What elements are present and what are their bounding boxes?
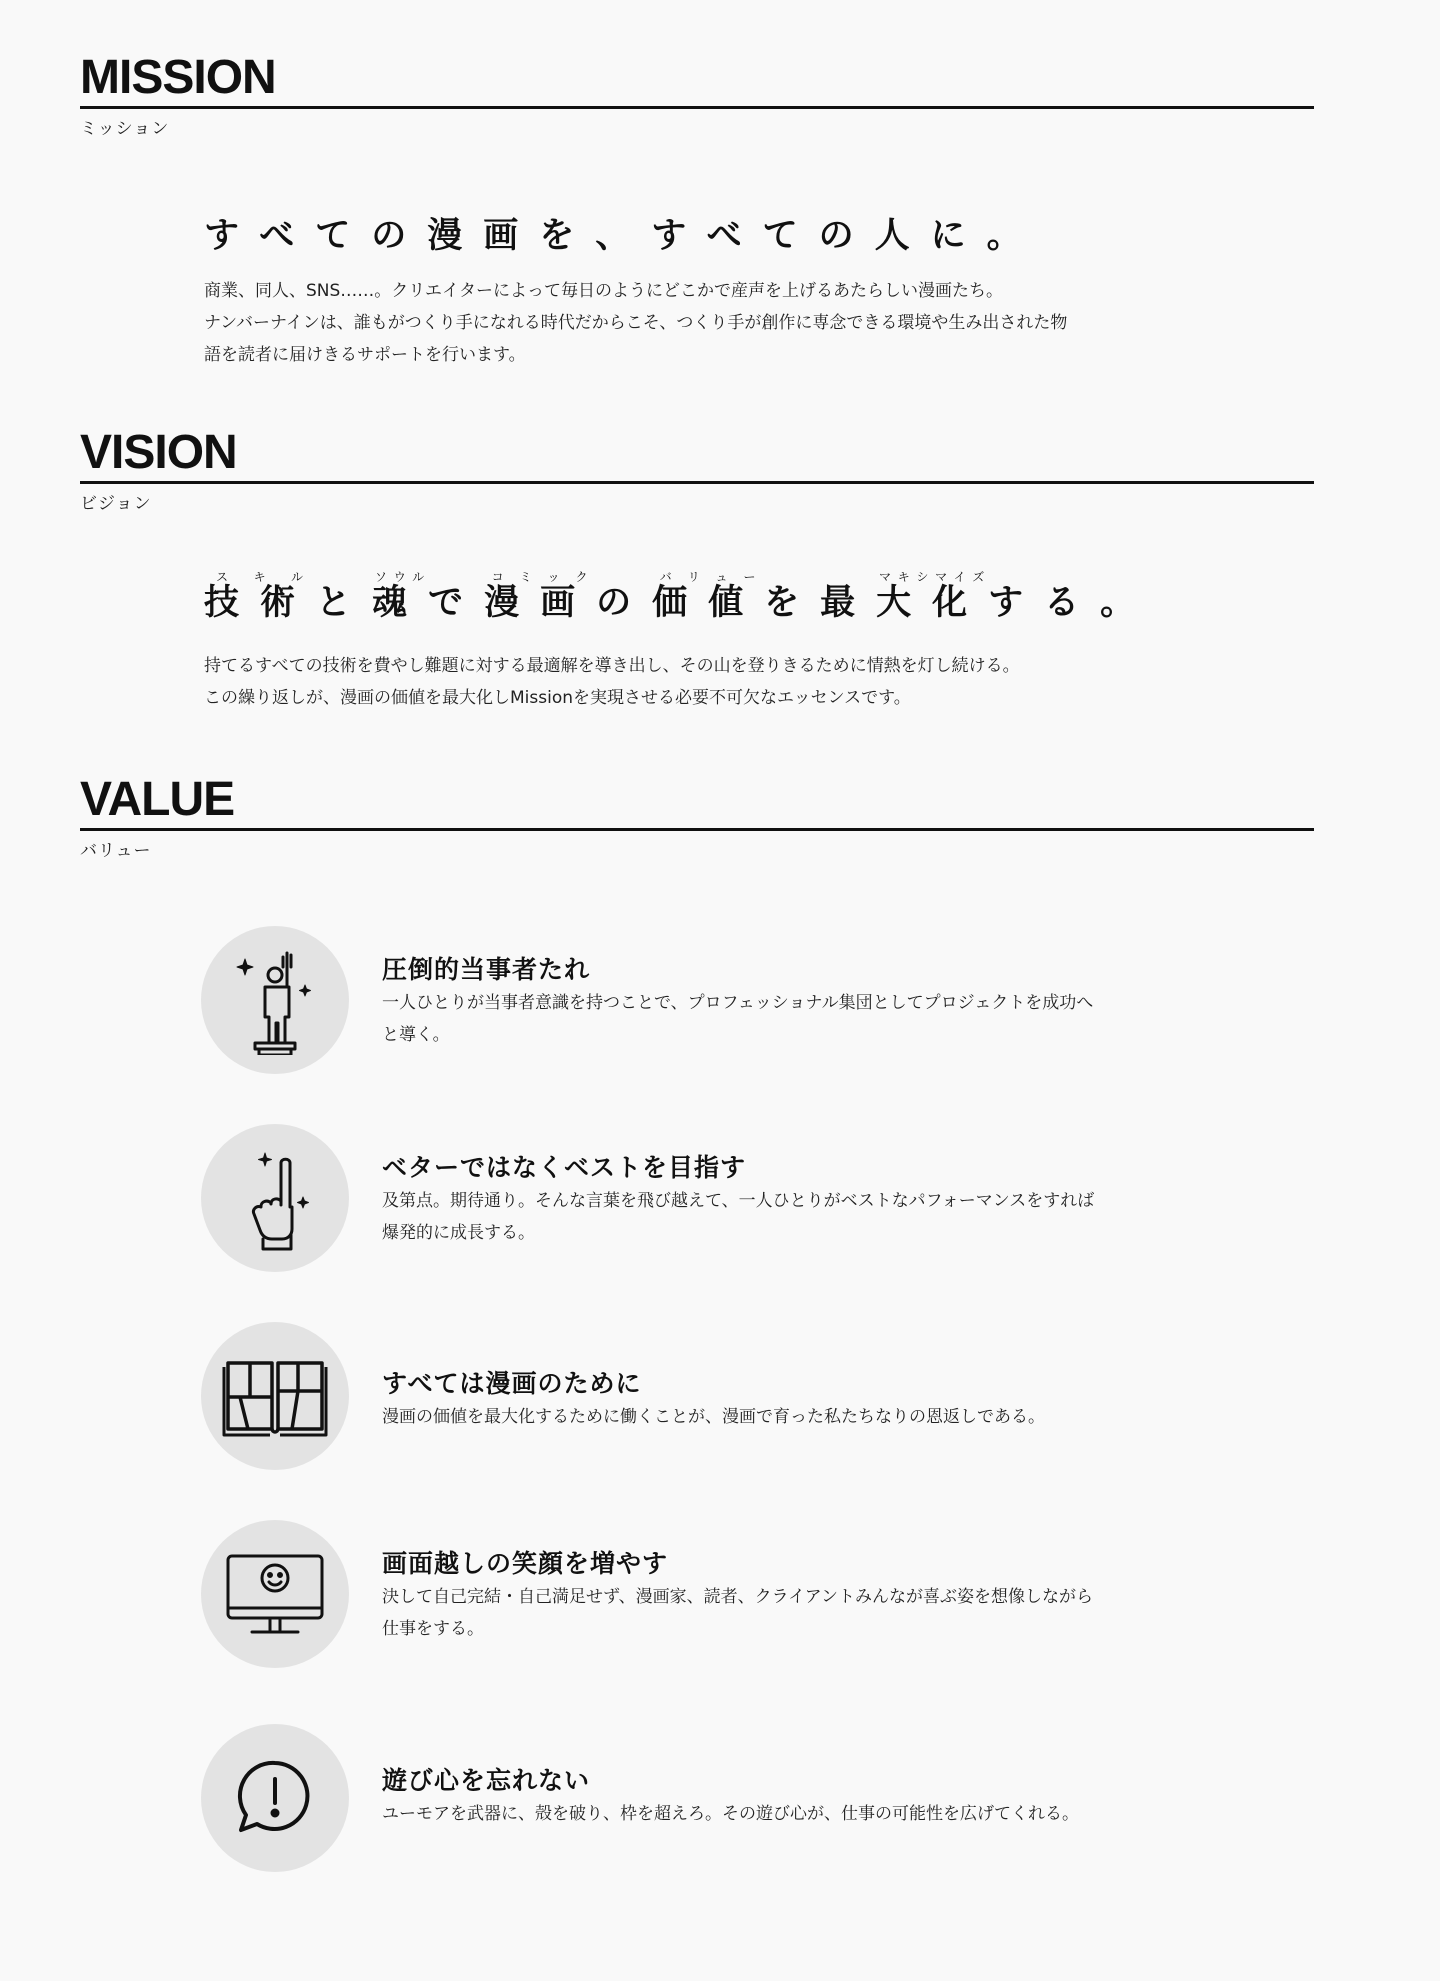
vision-title: VISION — [80, 426, 237, 479]
value-item — [201, 1124, 1201, 1272]
tagline-value: 価値バリュー — [652, 570, 765, 623]
exclamation-speech-bubble-icon — [201, 1724, 349, 1872]
vision-body — [204, 650, 1204, 714]
raised-hand-person-icon — [201, 926, 349, 1074]
vision-body-line: この繰り返しが、漫画の価値を最大化しMissionを実現させる必要不可欠なエッセンスです。 — [204, 688, 911, 708]
tagline-skill: 技術スキル — [204, 570, 317, 623]
value-title: すべては漫画のために — [382, 1369, 642, 1398]
value-desc: 漫画の価値を最大化するために働くことが、漫画で育った私たちなりの恩返しである。 — [382, 1407, 1045, 1427]
value-desc: 一人ひとりが当事者意識を持つことで、プロフェッショナル集団としてプロジェクトを成功へ と導く。 — [382, 993, 1094, 1045]
mission-body-line: 商業、同人、SNS……。クリエイターによって毎日のようにどこかで産声を上げるあたらしい漫画たち。 — [204, 281, 1003, 301]
value-title: 圧倒的当事者たれ — [382, 955, 591, 984]
vision-tagline: 技術スキルと魂ソウルで漫画コミックの価値バリューを最大化マキシマイズする。 — [204, 570, 1157, 623]
mission-body-line: ナンバーナインは、誰もがつくり手になれる時代だからこそ、つくり手が創作に専念できる環境や生み出された物 — [204, 313, 1068, 333]
mission-body-line: 語を読者に届けきるサポートを行います。 — [204, 345, 526, 365]
value-text — [382, 1151, 1202, 1249]
vision-body-line: 持てるすべての技術を費やし難題に対する最適解を導き出し、その山を登りきるために情熱を灯し続ける。 — [204, 656, 1020, 676]
value-title: 画面越しの笑顔を増やす — [382, 1549, 669, 1578]
value-title: VALUE — [80, 773, 235, 826]
tagline-maximize: 大化マキシマイズ — [876, 570, 989, 623]
value-item — [201, 1520, 1201, 1668]
vision-heading — [80, 426, 1314, 484]
value-desc: 及第点。期待通り。そんな言葉を飛び越えて、一人ひとりがベストなパフォーマンスをすれば 爆発的に成長する。 — [382, 1191, 1095, 1243]
mission-heading — [80, 51, 1314, 109]
value-text — [382, 953, 1202, 1051]
value-heading — [80, 773, 1314, 831]
value-desc: ユーモアを武器に、殻を破り、枠を超えろ。その遊び心が、仕事の可能性を広げてくれる。 — [382, 1804, 1079, 1824]
value-item — [201, 926, 1201, 1074]
value-subtitle: バリュー — [80, 841, 152, 861]
value-desc: 決して自己完結・自己満足せず、漫画家、読者、クライアントみんなが喜ぶ姿を想像しながら 仕事をする。 — [382, 1587, 1093, 1639]
pointing-finger-icon — [201, 1124, 349, 1272]
mission-title: MISSION — [80, 51, 276, 104]
smiling-monitor-icon — [201, 1520, 349, 1668]
vision-subtitle: ビジョン — [80, 494, 152, 514]
mission-body — [204, 275, 1204, 371]
tagline-comic: 漫画コミック — [484, 570, 597, 623]
value-text — [382, 1764, 1202, 1830]
tagline-soul: 魂ソウル — [372, 570, 429, 623]
value-item — [201, 1724, 1201, 1872]
value-title: ベターではなくベストを目指す — [382, 1153, 747, 1182]
value-title: 遊び心を忘れない — [382, 1766, 591, 1795]
mission-tagline: すべての漫画を、すべての人に。 — [204, 216, 1043, 256]
value-text — [382, 1547, 1202, 1645]
value-item — [201, 1322, 1201, 1470]
mission-subtitle: ミッション — [80, 119, 170, 139]
open-comic-book-icon — [201, 1322, 349, 1470]
value-text — [382, 1367, 1202, 1433]
